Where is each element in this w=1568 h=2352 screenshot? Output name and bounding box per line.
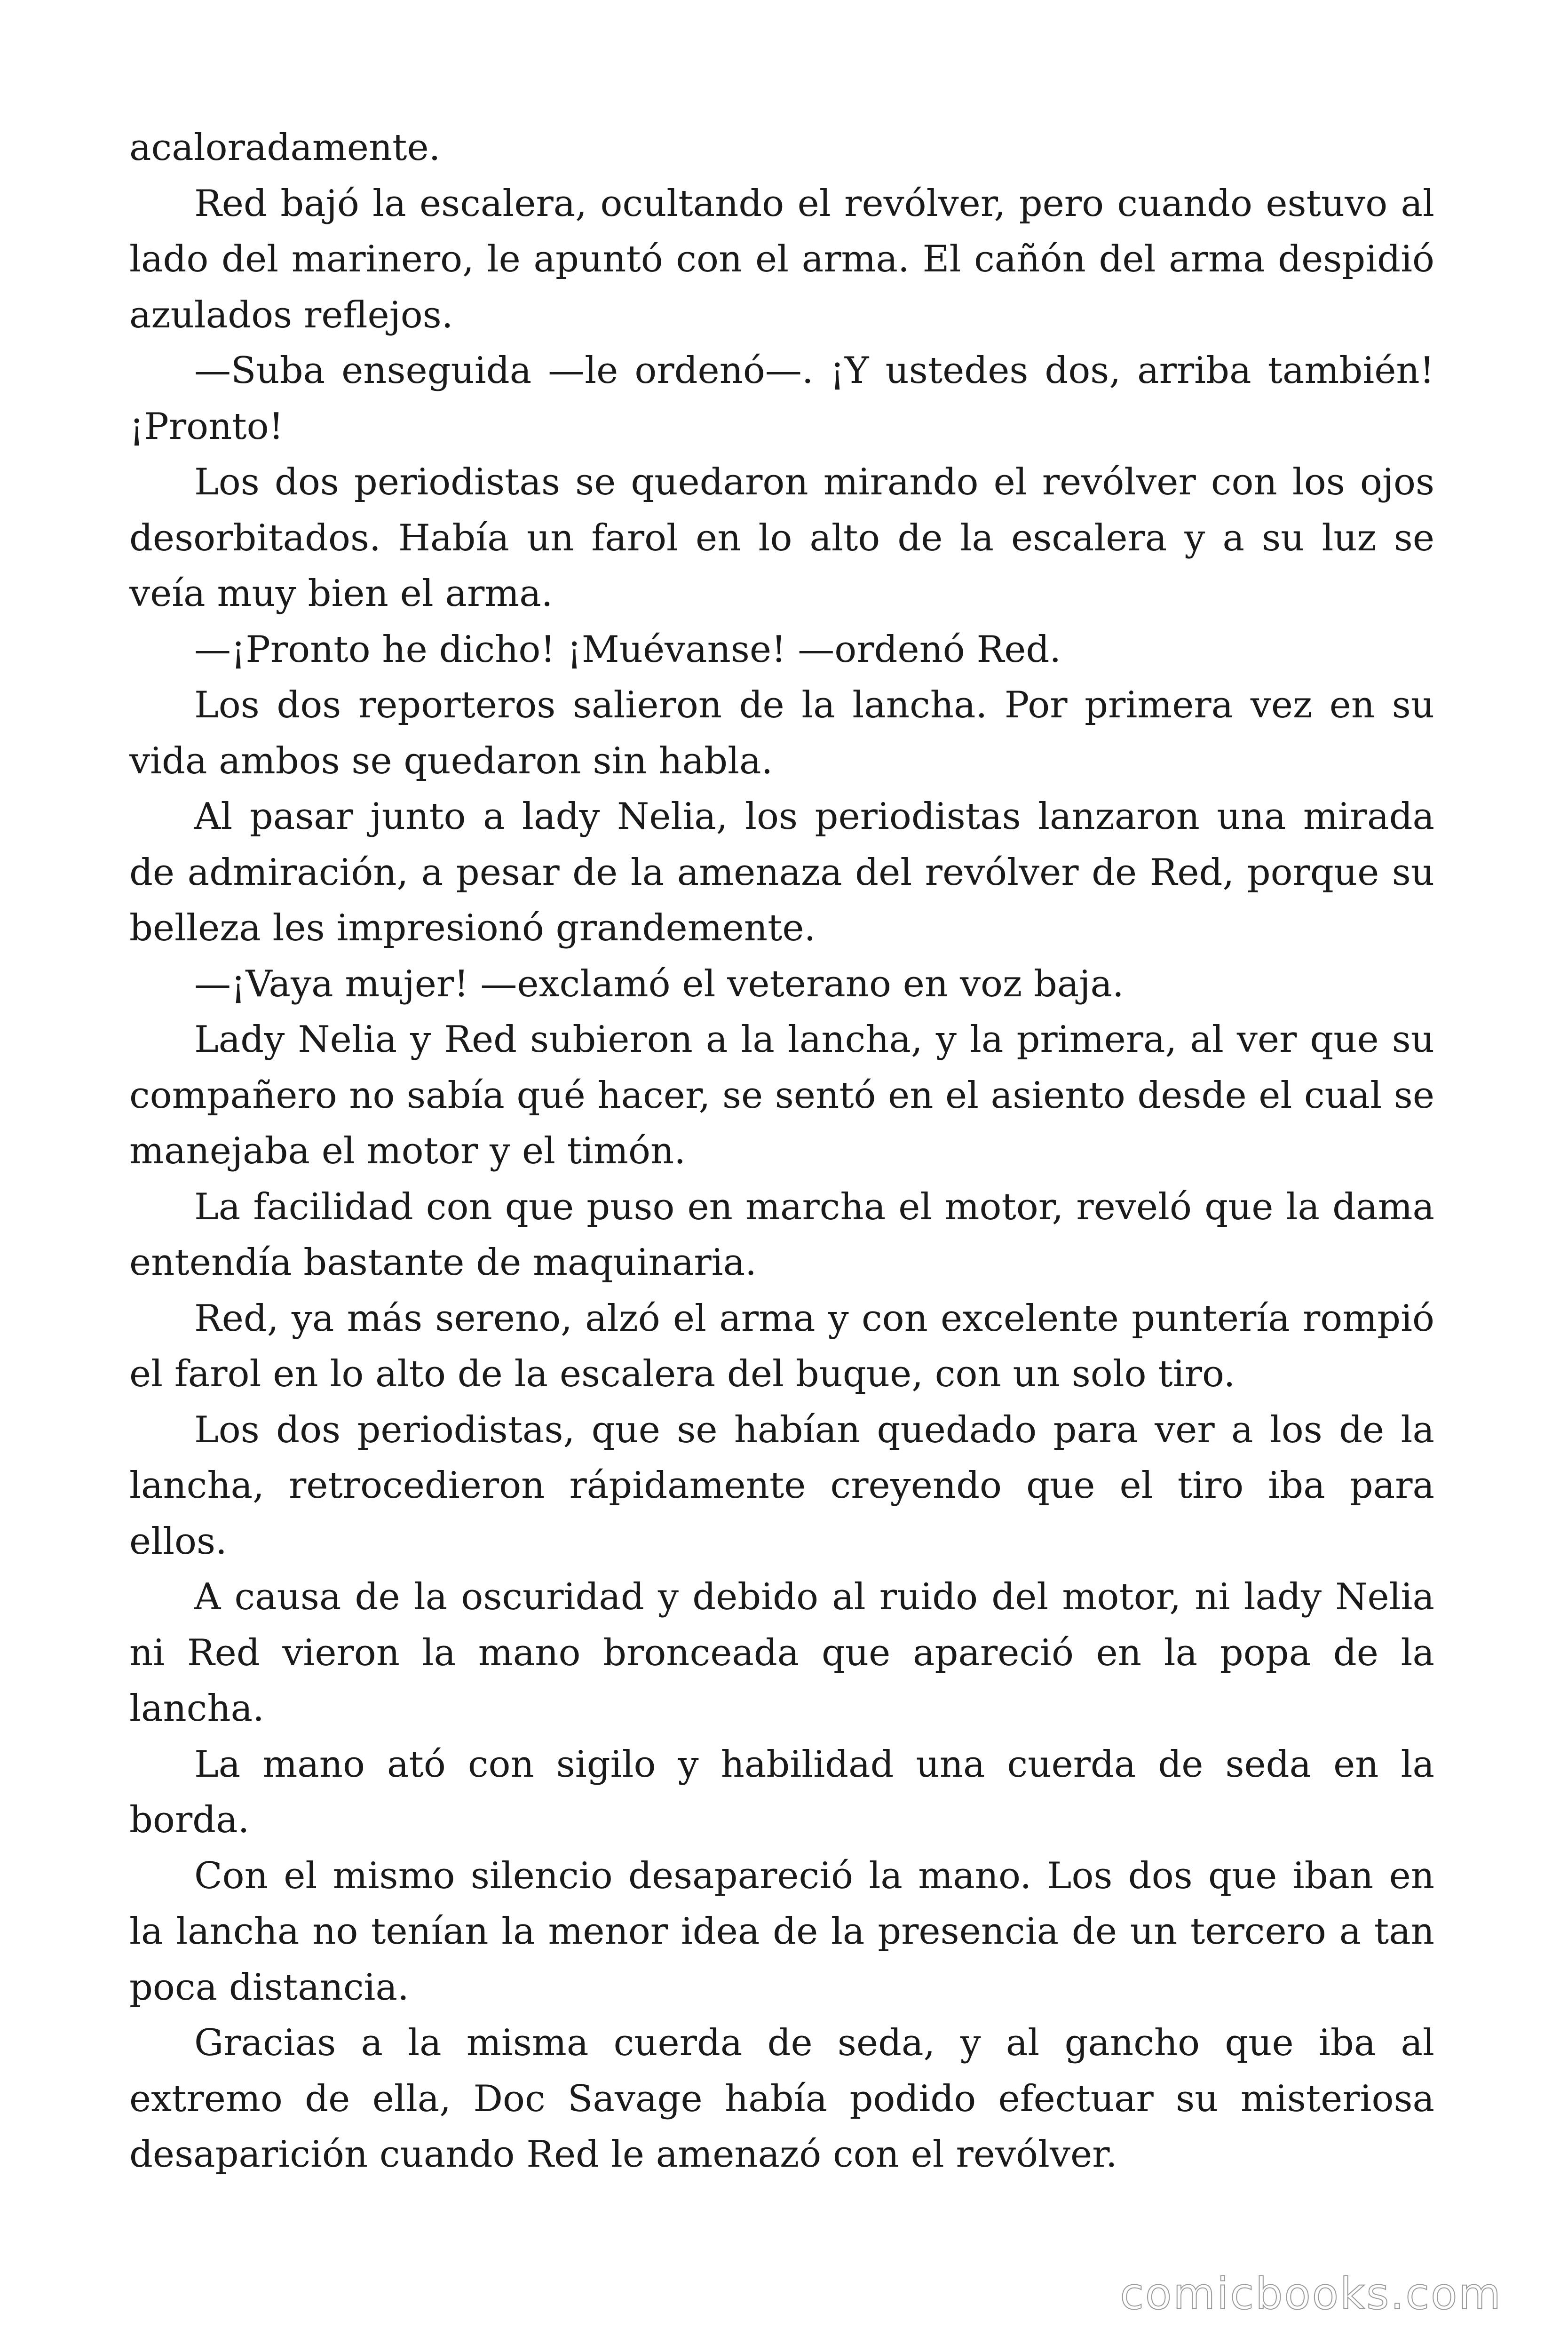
paragraph: Al pasar junto a lady Nelia, los periodistas lanzaron una mirada de admiración, a pesar de la amenaza del revólver de Red, porque su belleza les impresionó grandemente. (129, 795, 1434, 949)
paragraph: —¡Vaya mujer! —exclamó el veterano en voz baja. (194, 962, 1124, 1005)
paragraph: Gracias a la misma cuerda de seda, y al gancho que iba al extremo de ella, Doc Savage había podido efectuar su misteriosa desaparición cuando Red le amenazó con el revólver. (129, 2022, 1434, 2176)
paragraph: —¡Pronto he dicho! ¡Muévanse! —ordenó Red. (194, 628, 1061, 671)
paragraph: Red, ya más sereno, alzó el arma y con excelente puntería rompió el farol en lo alto de la escalera del buque, con un solo tiro. (129, 1297, 1434, 1395)
paragraph: —Suba enseguida —le ordenó—. ¡Y ustedes dos, arriba también! ¡Pronto! (129, 350, 1434, 448)
site-watermark: comicbooks.com (1120, 2269, 1502, 2319)
paragraph: Red bajó la escalera, ocultando el revólver, pero cuando estuvo al lado del marinero, le apuntó con el arma. El cañón del arma despidió azulados reflejos. (129, 182, 1434, 336)
paragraph: Los dos periodistas se quedaron mirando el revólver con los ojos desorbitados. Había un farol en lo alto de la escalera y a su luz se veía muy bien el arma. (129, 461, 1434, 615)
book-page (129, 120, 1434, 2246)
paragraph: A causa de la oscuridad y debido al ruido del motor, ni lady Nelia ni Red vieron la mano bronceada que apareció en la popa de la lancha. (129, 1576, 1434, 1730)
paragraph: Con el mismo silencio desapareció la mano. Los dos que iban en la lancha no tenían la menor idea de la presencia de un tercero a tan poca distancia. (129, 1854, 1434, 2009)
paragraph: Lady Nelia y Red subieron a la lancha, y la primera, al ver que su compañero no sabía qué hacer, se sentó en el asiento desde el cual se manejaba el motor y el timón. (129, 1018, 1434, 1172)
paragraph: La facilidad con que puso en marcha el motor, reveló que la dama entendía bastante de maquinaria. (129, 1185, 1434, 1284)
paragraph: Los dos periodistas, que se habían quedado para ver a los de la lancha, retrocedieron rápidamente creyendo que el tiro iba para ellos. (129, 1408, 1434, 1563)
paragraph: La mano ató con sigilo y habilidad una cuerda de seda en la borda. (129, 1743, 1434, 1841)
paragraph: Los dos reporteros salieron de la lancha. Por primera vez en su vida ambos se quedaron sin habla. (129, 684, 1434, 782)
paragraph: acaloradamente. (129, 127, 441, 169)
page-text (129, 120, 1434, 2183)
